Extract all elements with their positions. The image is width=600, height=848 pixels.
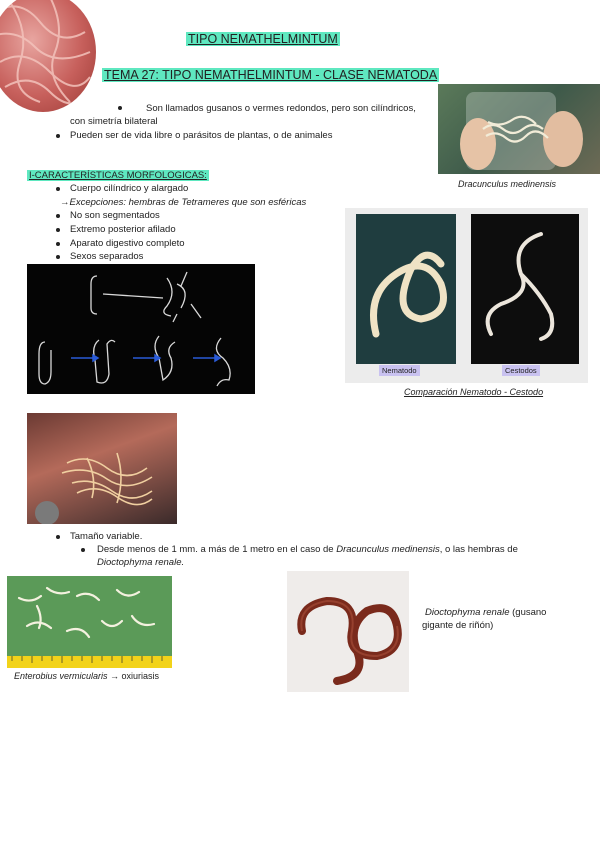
morph-item-sexes: Sexos separados — [70, 251, 144, 262]
morph-item-digestive: Aparato digestivo completo — [70, 238, 185, 249]
size-item: Tamaño variable. — [70, 531, 143, 542]
enterobius-photo — [7, 576, 172, 668]
nematode-worm-shape — [356, 214, 456, 364]
dioctophyma-caption-line-1: Dioctophyma renale (gusano — [425, 607, 547, 618]
morph-item-not-segmented: No son segmentados — [70, 210, 160, 221]
intro-line-2: Pueden ser de vida libre o parásitos de plantas, o de animales — [70, 130, 333, 141]
morph-item-cylindrical: Cuerpo cilíndrico y alargado — [70, 183, 189, 194]
bullet-dot — [56, 134, 60, 138]
bullet-dot — [56, 228, 60, 232]
nematode-panel — [356, 214, 456, 364]
nematode-diagram — [27, 264, 255, 394]
comparison-caption: Comparación Nematodo - Cestodo — [404, 387, 544, 397]
bullet-dot — [56, 255, 60, 259]
size-sub-line-1: Desde menos de 1 mm. a más de 1 metro en el caso de Dracunculus medinensis, o las hembras de — [97, 544, 518, 555]
section-heading-morphology: I-CARACTERÍSTICAS MORFOLOGICAS: — [29, 170, 207, 181]
comparison-photo — [345, 208, 588, 383]
hand-worms-photo — [27, 413, 177, 524]
bullet-dot — [56, 187, 60, 191]
dioctophyma-photo — [287, 571, 409, 692]
nematode-diagram-svg — [27, 264, 255, 394]
morph-item-exception: →Excepciones: hembras de Tetrameres que son esféricas — [60, 197, 307, 208]
enterobius-caption: Enterobius vermicularis → oxiuriasis — [14, 671, 160, 681]
bullet-dot — [118, 106, 122, 110]
intro-line-1b: con simetría bilateral — [70, 116, 158, 127]
page-title: TIPO NEMATHELMINTUM — [188, 32, 338, 46]
morph-item-posterior: Extremo posterior afilado — [70, 224, 176, 235]
bullet-dot — [56, 535, 60, 539]
tag-nematodo: Nematodo — [379, 365, 420, 376]
cestode-worm-shape — [471, 214, 579, 364]
dracunculus-photo — [438, 84, 600, 174]
dioctophyma-caption-line-2: gigante de riñón) — [422, 620, 494, 631]
page-subtitle: TEMA 27: TIPO NEMATHELMINTUM - CLASE NEMATODA — [104, 68, 438, 82]
bullet-dot — [56, 242, 60, 246]
cestode-panel — [471, 214, 579, 364]
intro-line-1: Son llamados gusanos o vermes redondos, pero son cilíndricos, — [146, 103, 416, 114]
size-sub-line-2: Dioctophyma renale. — [97, 557, 185, 568]
tag-cestodos: Cestodos — [502, 365, 540, 376]
bullet-dot — [56, 214, 60, 218]
dracunculus-caption: Dracunculus medinensis — [458, 179, 557, 189]
worms-photo-top-left — [0, 0, 96, 112]
bullet-dot — [81, 548, 85, 552]
